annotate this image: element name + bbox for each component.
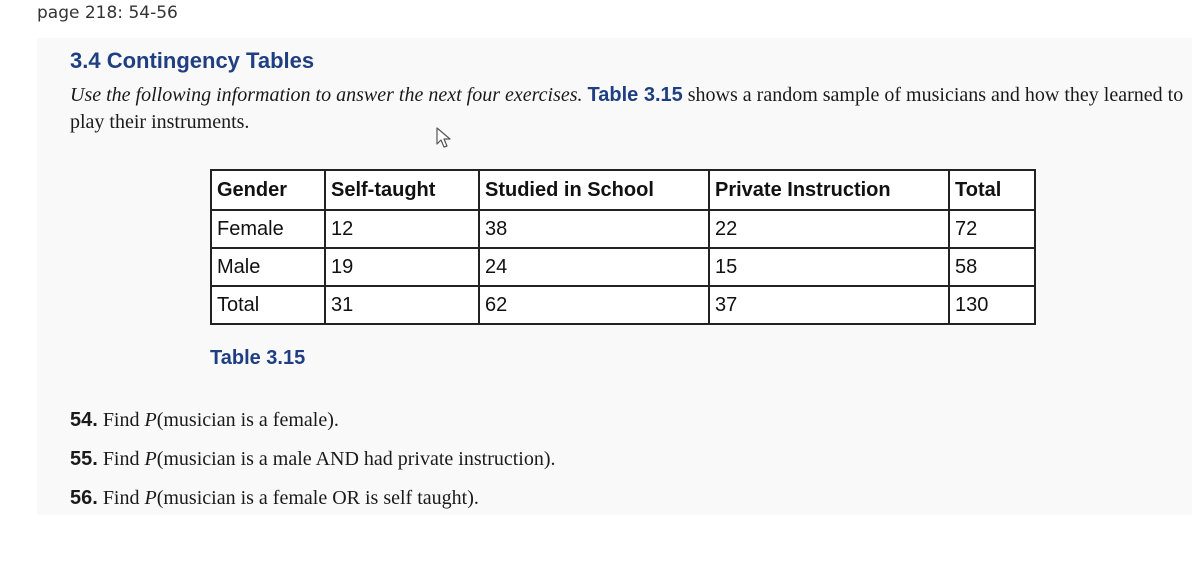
- exercise-54: [70, 409, 339, 432]
- exercise-prefix: Find: [97, 409, 145, 431]
- header-gender: Gender: [211, 170, 325, 210]
- probability-symbol: P: [144, 487, 157, 509]
- table-cell: Female: [211, 210, 325, 248]
- table-row: [211, 286, 1035, 324]
- exercise-number: 55.: [70, 448, 98, 470]
- intro-rest: shows a random sample of musicians and how they learned to play their instruments.: [70, 84, 1184, 133]
- page-label: page 218: 54-56: [37, 3, 178, 23]
- table-cell: 31: [325, 286, 479, 324]
- header-total: Total: [949, 170, 1035, 210]
- section-title: 3.4 Contingency Tables: [70, 48, 315, 73]
- table-cell: 72: [949, 210, 1035, 248]
- exercise-number: 54.: [70, 409, 98, 431]
- contingency-table: [210, 169, 1036, 325]
- table-cell: 15: [709, 248, 949, 286]
- table-cell: 12: [325, 210, 479, 248]
- exercise-number: 56.: [70, 487, 98, 509]
- probability-symbol: P: [144, 448, 157, 470]
- table-header-row: [211, 170, 1035, 210]
- exercise-text: (musician is a female OR is self taught).: [156, 487, 479, 509]
- exercise-56: [70, 487, 479, 510]
- header-self-taught: Self-taught: [325, 170, 479, 210]
- table-cell: 62: [479, 286, 709, 324]
- table-cell: 38: [479, 210, 709, 248]
- exercise-prefix: Find: [97, 487, 145, 509]
- table-caption: Table 3.15: [210, 347, 306, 369]
- table-cell: 19: [325, 248, 479, 286]
- exercise-prefix: Find: [97, 448, 145, 470]
- table-reference-link[interactable]: Table 3.15: [587, 84, 683, 106]
- table-cell: Total: [211, 286, 325, 324]
- table-cell: 24: [479, 248, 709, 286]
- table-cell: 37: [709, 286, 949, 324]
- intro-paragraph: [70, 82, 1185, 136]
- exercise-text: (musician is a female).: [156, 409, 339, 431]
- table-cell: 58: [949, 248, 1035, 286]
- header-studied-in-school: Studied in School: [479, 170, 709, 210]
- exercise-55: [70, 448, 556, 471]
- table-cell: Male: [211, 248, 325, 286]
- header-private-instruction: Private Instruction: [709, 170, 949, 210]
- table-row: [211, 210, 1035, 248]
- exercise-text: (musician is a male AND had private instruction).: [156, 448, 556, 470]
- probability-symbol: P: [144, 409, 157, 431]
- intro-lead: Use the following information to answer the next four exercises.: [70, 84, 583, 106]
- table-cell: 130: [949, 286, 1035, 324]
- table-row: [211, 248, 1035, 286]
- table-cell: 22: [709, 210, 949, 248]
- mouse-pointer-icon: [436, 127, 452, 149]
